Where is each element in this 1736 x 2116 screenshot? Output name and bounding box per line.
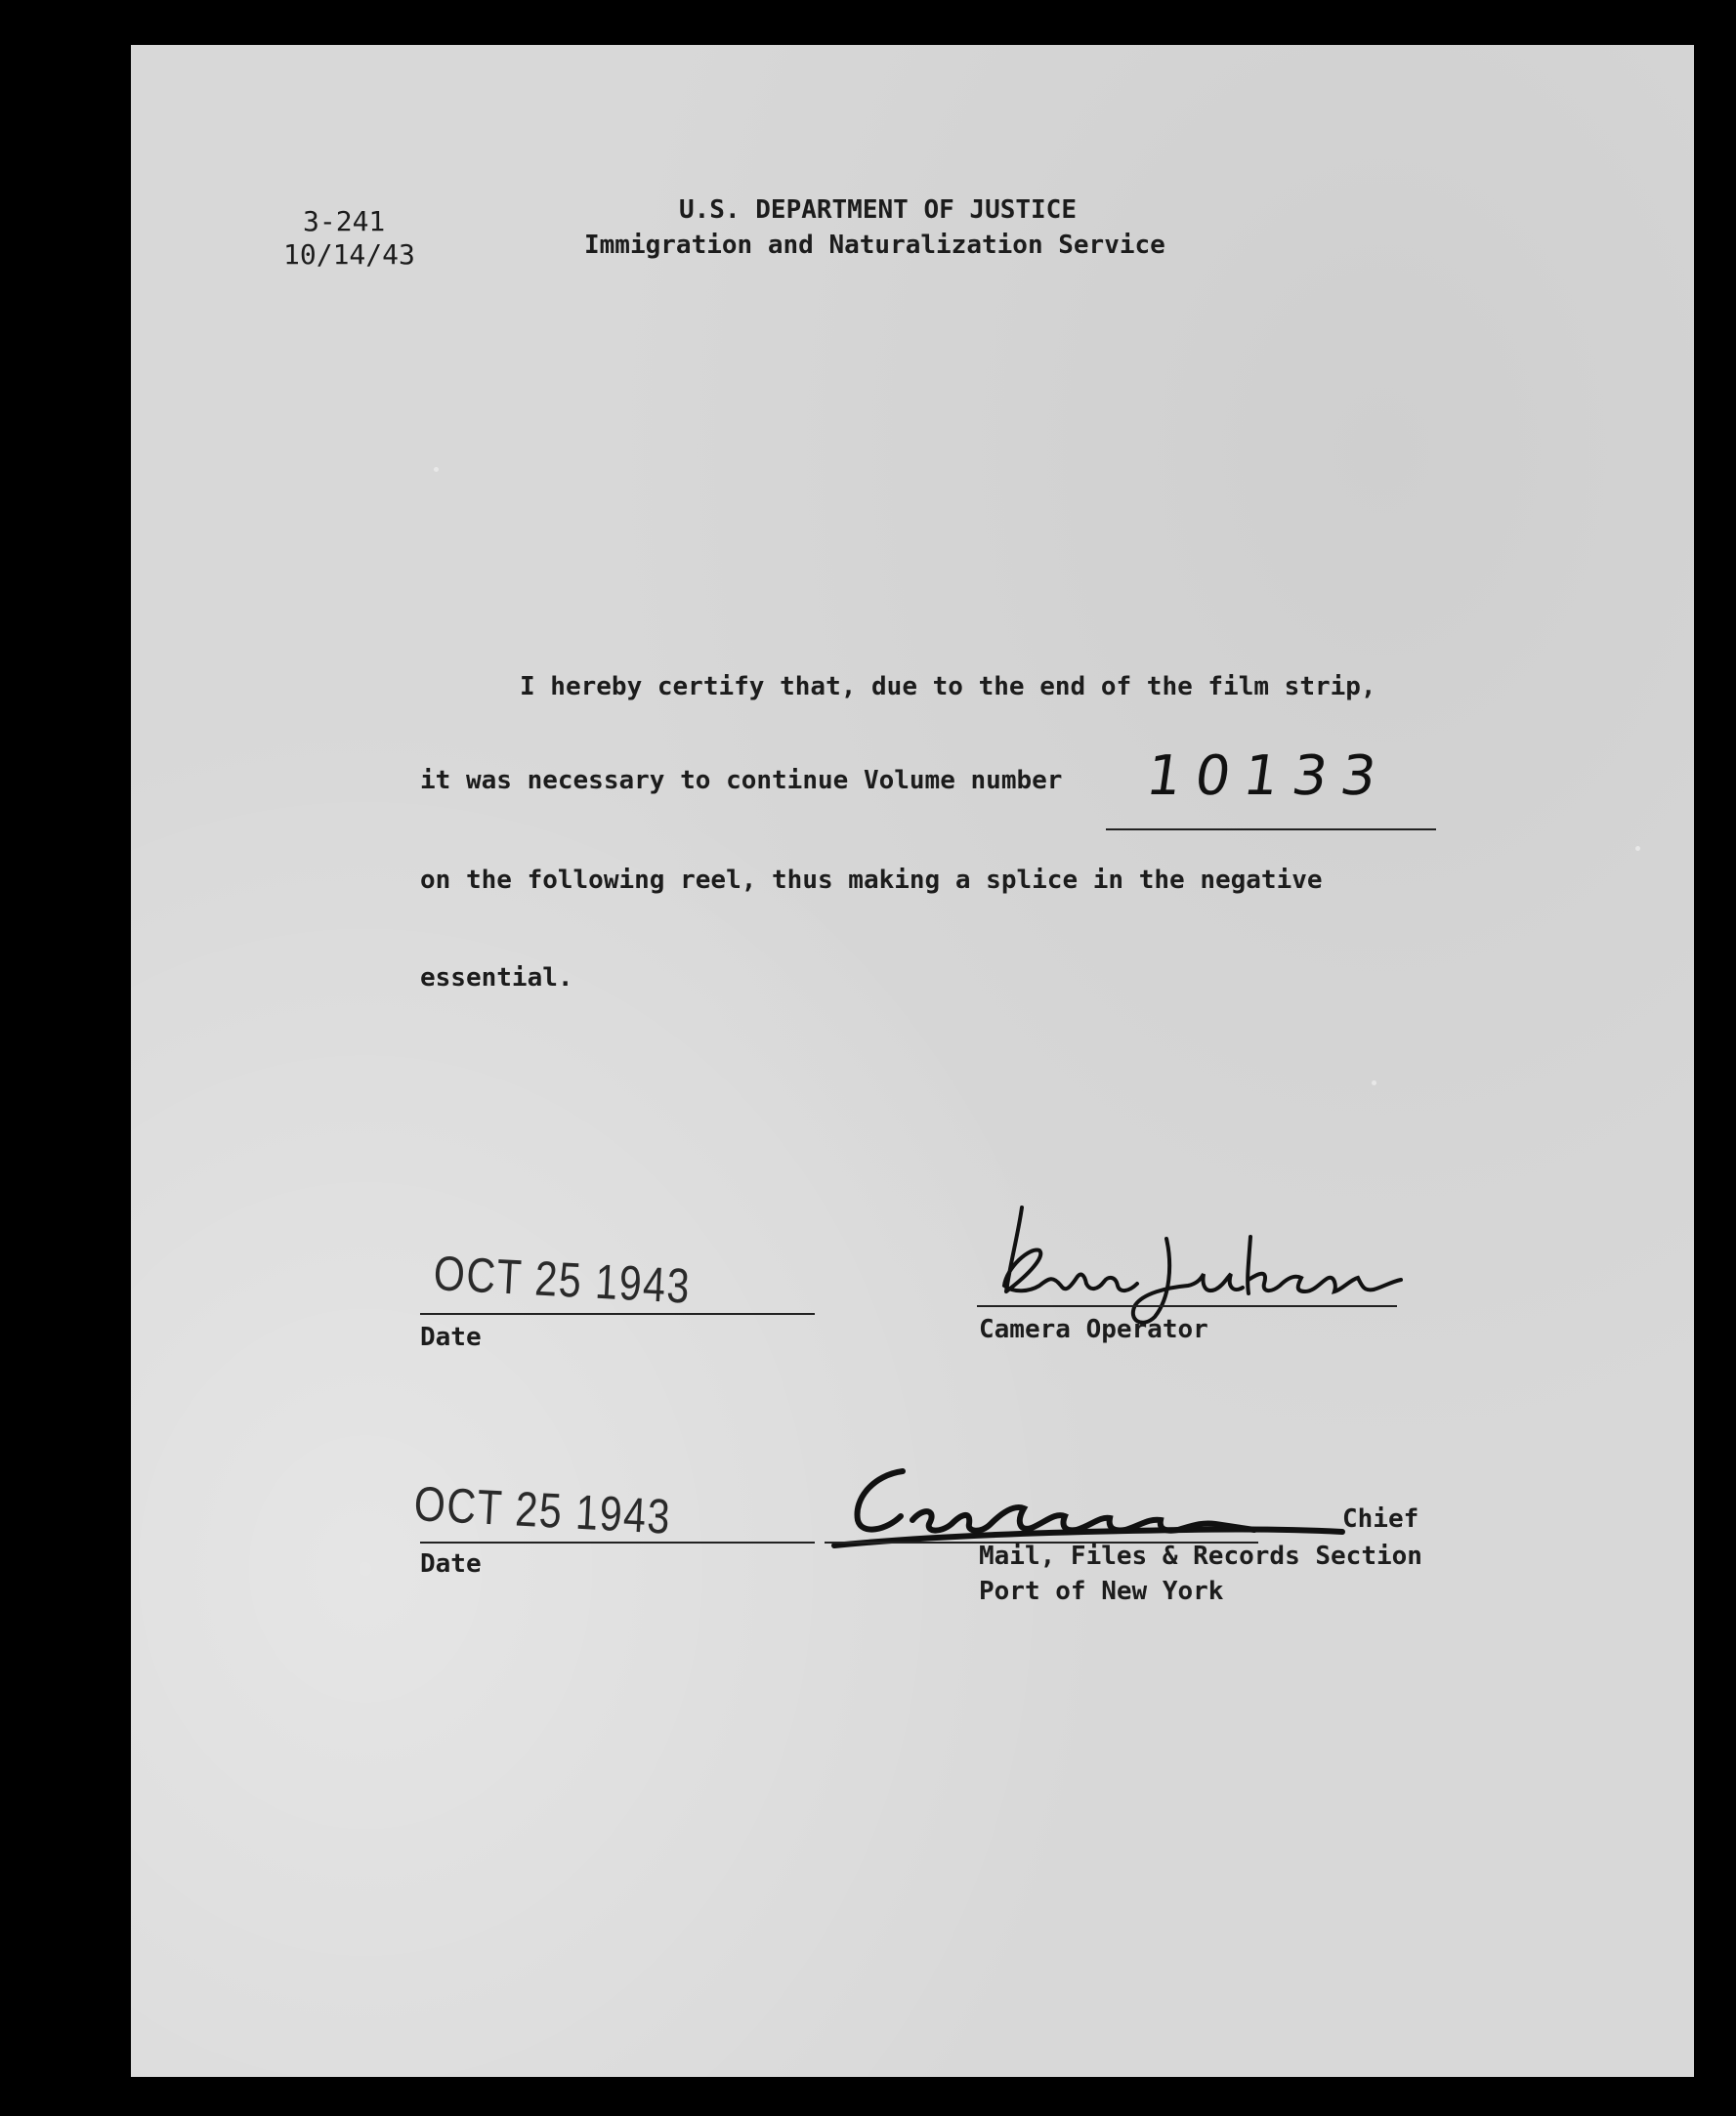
date-label-2: Date	[420, 1549, 482, 1579]
paper-speck	[434, 467, 439, 472]
paper-speck	[1635, 846, 1640, 851]
certification-line-2: it was necessary to continue Volume number	[420, 766, 1063, 795]
form-date: 10/14/43	[283, 238, 415, 271]
paper-speck	[1372, 1080, 1376, 1085]
operator-signature	[971, 1196, 1430, 1333]
volume-number-handwritten: 10133	[1142, 744, 1394, 808]
chief-label: Chief	[1342, 1504, 1419, 1534]
date-line-1	[420, 1311, 815, 1315]
department-heading: U.S. DEPARTMENT OF JUSTICE	[679, 195, 1077, 225]
date-stamp-2: OCT 25 1943	[412, 1476, 673, 1545]
camera-operator-label: Camera Operator	[979, 1315, 1208, 1344]
date-label-1: Date	[420, 1323, 482, 1352]
certification-line-3: on the following reel, thus making a splice in the negative	[420, 866, 1323, 895]
date-line-2	[420, 1540, 815, 1544]
port-label: Port of New York	[979, 1577, 1224, 1606]
service-heading: Immigration and Naturalization Service	[584, 231, 1165, 260]
date-stamp-1: OCT 25 1943	[432, 1246, 693, 1314]
form-number: 3-241	[303, 205, 386, 237]
document-page	[131, 45, 1694, 2077]
operator-signature-line	[977, 1303, 1397, 1307]
certification-line-4: essential.	[420, 963, 573, 993]
chief-section-label: Mail, Files & Records Section	[979, 1542, 1422, 1571]
certification-line-1: I hereby certify that, due to the end of the film strip,	[520, 672, 1376, 701]
